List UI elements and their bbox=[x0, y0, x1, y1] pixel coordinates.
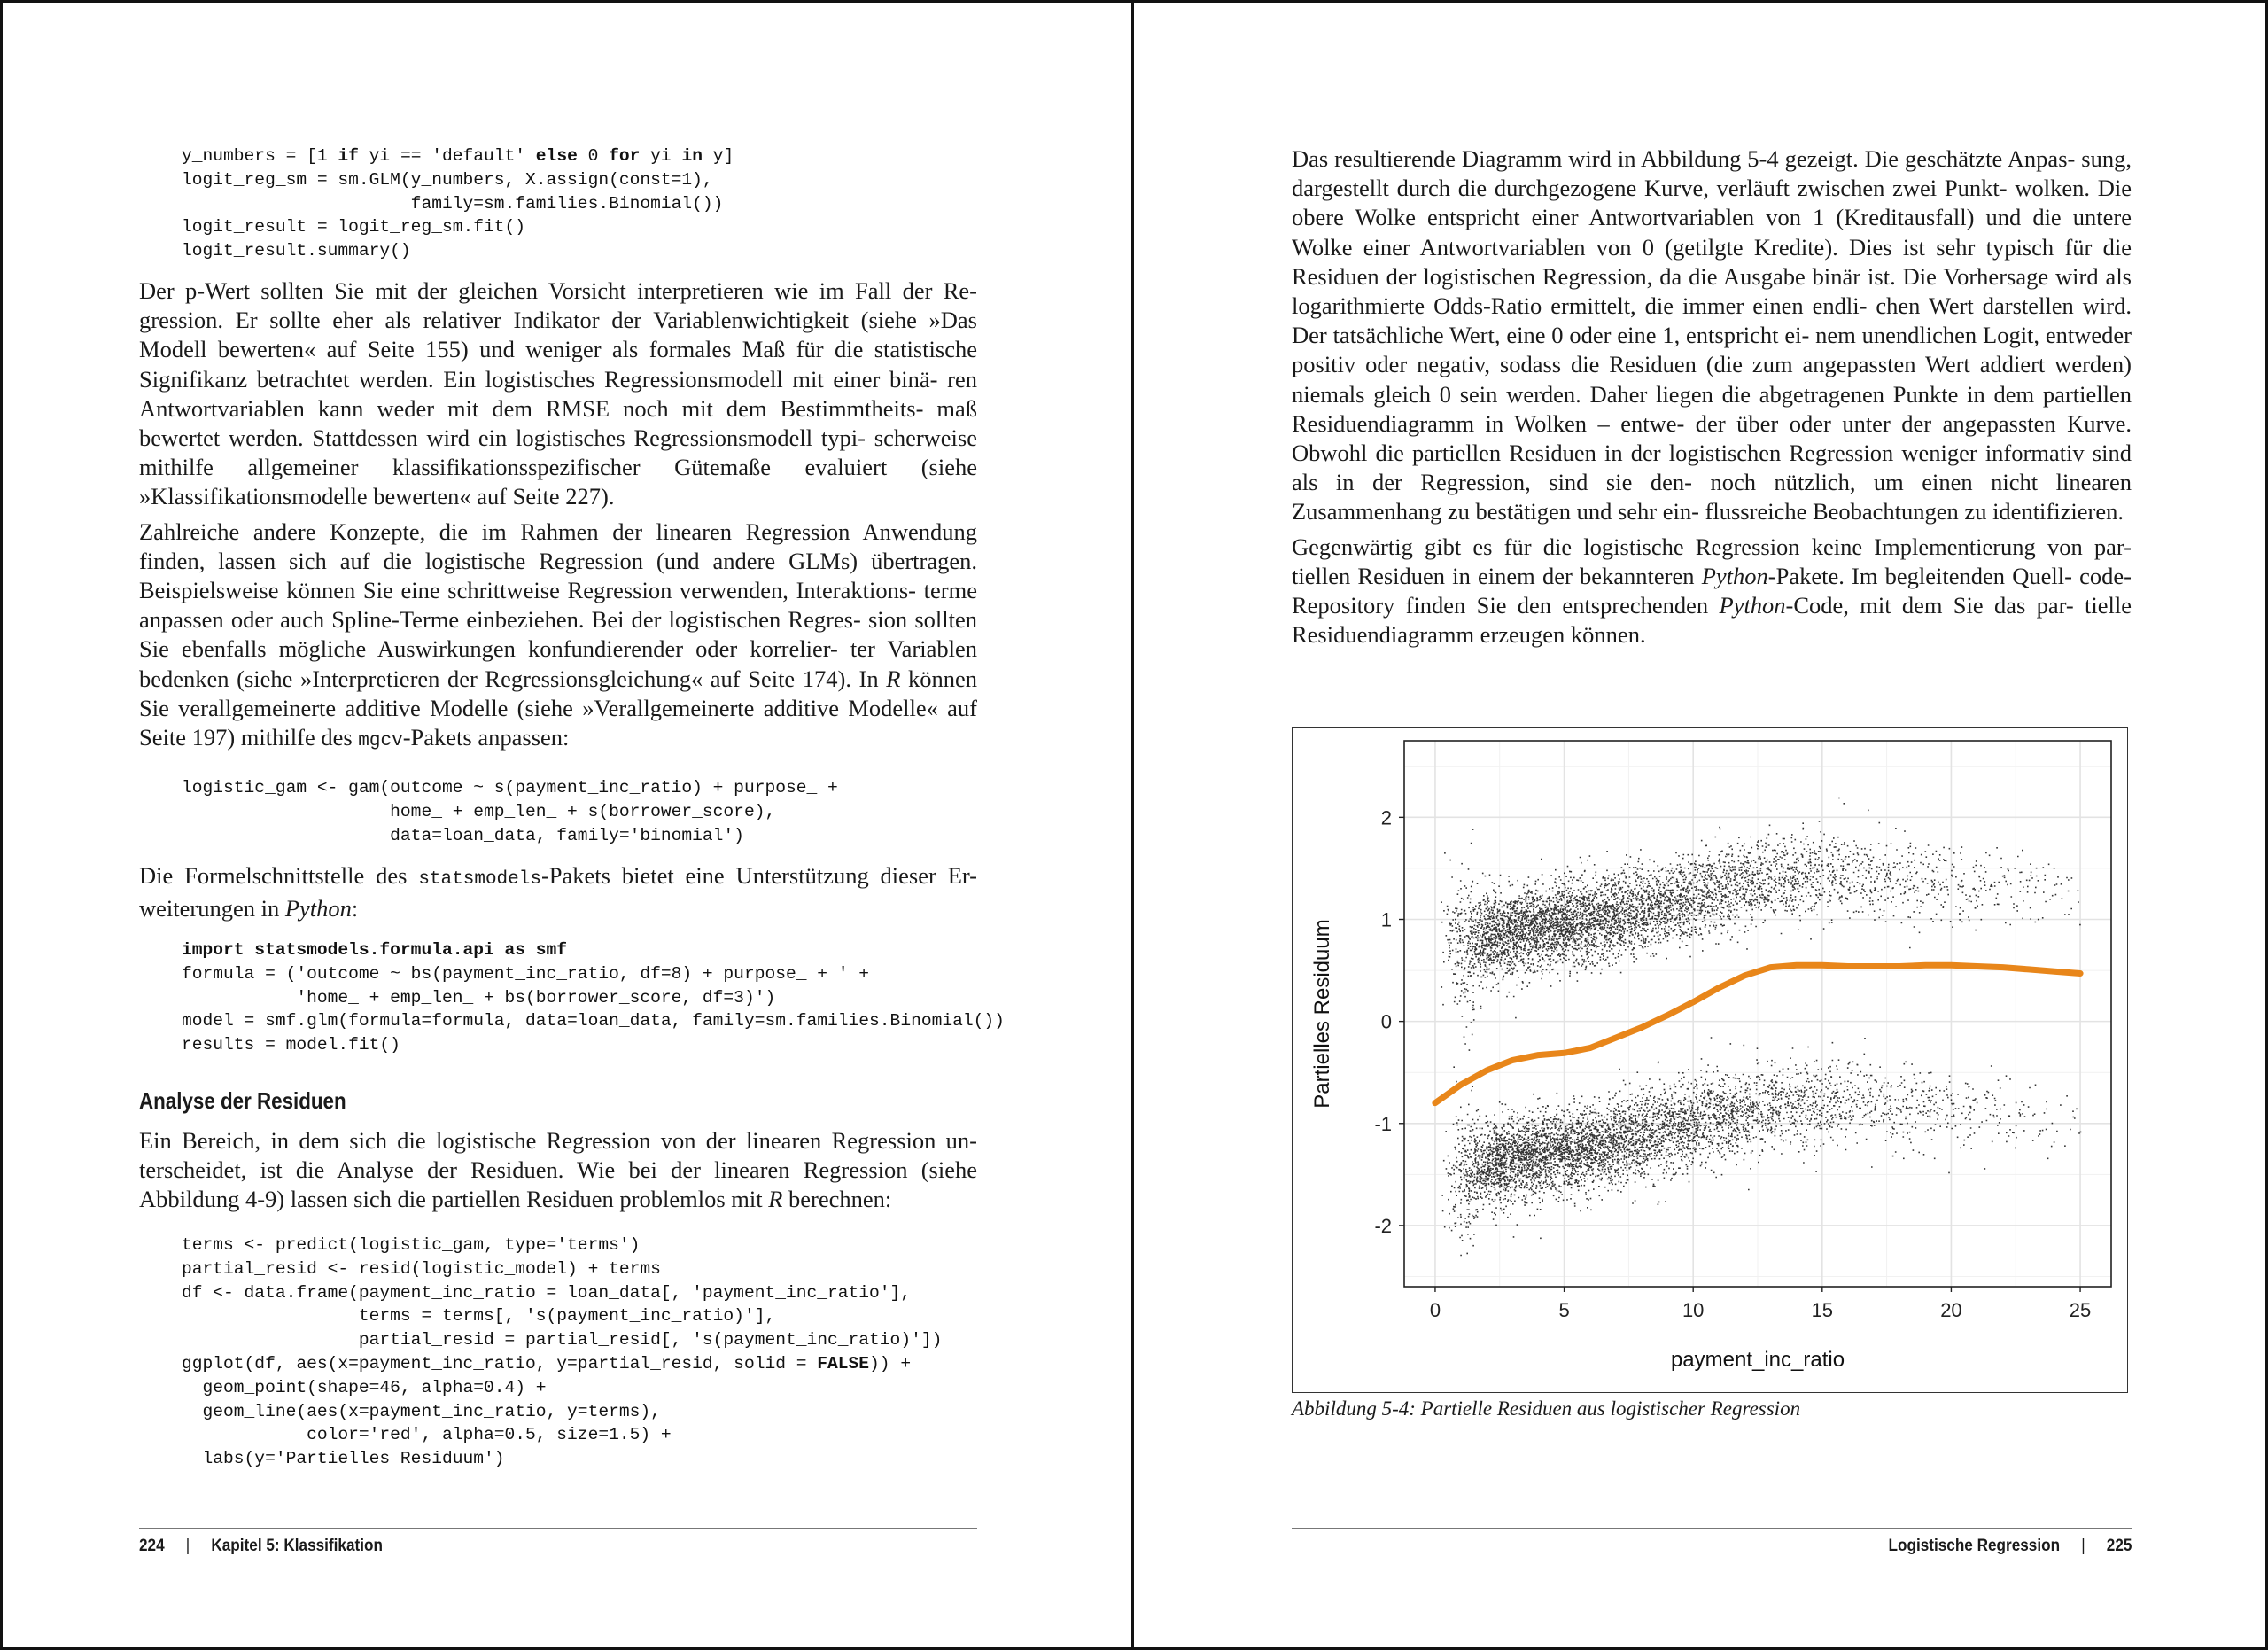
y-tick-label: 1 bbox=[1380, 908, 1392, 931]
y-tick-label: 2 bbox=[1380, 806, 1392, 829]
y-tick-label: -1 bbox=[1374, 1112, 1392, 1135]
paragraph-glm-concepts: Zahlreiche andere Konzepte, die im Rahmen der linearen Regression Anwendung finden, lassen sich auf die logistische Regression (und andere GLMs) übertragen. Beispielsweise können Sie eine schrittweise Regression verwenden, Interaktions- terme anpassen oder auch Spline-Terme einbeziehen. Bei der logistischen Regres- sion sollten Sie ebenfalls mögliche Auswirkungen konfundierender oder korrelier- ter Variablen bedenken (siehe »Interpretieren der Regressionsgleichung« auf Seite 174). In R können Sie verallgemeinerte additive Modelle (siehe »Verallgemeinerte additive Modelle« auf Seite 197) mithilfe des mgcv-Pakets anpassen: bbox=[139, 518, 977, 752]
footer-separator: | bbox=[2080, 1536, 2085, 1555]
y-axis-label: Partielles Residuum bbox=[1310, 919, 1334, 1109]
paragraph-python-note: Gegenwärtig gibt es für die logistische Regression keine Implementierung von par- tiellen Residuen in einem der bekannteren Python-Pakete. Im begleitenden Quell- code-Repository finden Sie den entsprechenden Python-Code, mit dem Sie das par- tielle Residuendiagramm erzeugen können. bbox=[1292, 533, 2132, 649]
code-block-glm: y_numbers = [1 if yi == 'default' else 0 for yi in y] logit_reg_sm = sm.GLM(y_numbers, X.assign(const=1), family=sm.families.Binomial()) logit_result = logit_reg_sm.fit() logit_result.summary() bbox=[182, 146, 734, 261]
paragraph-plot-explanation: Das resultierende Diagramm wird in Abbildung 5-4 gezeigt. Die geschätzte Anpas- sung, dargestellt durch die durchgezogene Kurve, verläuft zwischen zwei Punkt- wolken. Die obere Wolke entspricht einer Antwortvariablen von 1 (Kreditausfall) und die untere Wolke einer Antwortvariablen von 0 (getilgte Kredite). Dies ist sehr typisch für die Residuen der logistischen Regression, da die Ausgabe binär ist. Die Vorhersage wird als logarithmierte Odds-Ratio ermittelt, die immer einen endli- chen Wert darstellen wird. Der tatsächliche Wert, eine 0 oder eine 1, entspricht ei- nem unendlichen Logit, entweder positiv oder negativ, sodass die Residuen (die zum angepassten Wert addiert werden) niemals gleich 0 sein werden. Daher liegen die abgetragenen Punkte in dem partiellen Residuendiagramm in Wolken – entwe- der über oder unter der angepassten Kurve. Obwohl die partiellen Residuen in der logistischen Regression weniger informativ sind als in der Regression, sind sie den- noch nützlich, um einen nicht linearen Zusammenhang zu bestätigen und sehr ein- flussreiche Beobachtungen zu identifizieren. bbox=[1292, 145, 2132, 525]
footer-right bbox=[1888, 1536, 2132, 1556]
code-block-gam: logistic_gam <- gam(outcome ~ s(payment_inc_ratio) + purpose_ + home_ + emp_len_ + s(borrower_score), data=loan_data, family='binomial') bbox=[182, 778, 838, 845]
paragraph-residual-analysis: Ein Bereich, in dem sich die logistische Regression von der linearen Regression un- terscheidet, ist die Analyse der Residuen. Wie bei der linearen Regression (siehe Abbildung 4-9) lassen sich die partiellen Residuen problemlos mit R berechnen: bbox=[139, 1127, 977, 1213]
x-tick-label: 5 bbox=[1558, 1299, 1570, 1321]
left-page bbox=[139, 0, 1005, 1650]
footer-rule-left bbox=[139, 1528, 977, 1529]
footer-left bbox=[139, 1536, 383, 1556]
paragraph-formula-interface: Die Formelschnittstelle des statsmodels-Pakets bietet eine Unterstützung dieser Er- weiterungen in Python: bbox=[139, 862, 977, 922]
figure-frame bbox=[1292, 727, 2128, 1393]
x-axis-label: payment_inc_ratio bbox=[1670, 1348, 1845, 1372]
x-tick-label: 25 bbox=[2069, 1299, 2092, 1321]
x-tick-label: 0 bbox=[1429, 1299, 1441, 1321]
x-tick-label: 15 bbox=[1811, 1299, 1834, 1321]
chapter-title: Kapitel 5: Klassifikation bbox=[211, 1536, 383, 1555]
left-text-column-3 bbox=[139, 1126, 977, 1220]
y-tick-label: -2 bbox=[1374, 1214, 1392, 1237]
page-number: 225 bbox=[2106, 1536, 2132, 1555]
left-text-column-2 bbox=[139, 861, 977, 929]
x-tick-label: 10 bbox=[1682, 1299, 1705, 1321]
section-heading: Analyse der Residuen bbox=[139, 1087, 346, 1114]
x-tick-label: 20 bbox=[1940, 1299, 1962, 1321]
left-text-column bbox=[139, 276, 977, 761]
figure-caption: Abbildung 5-4: Partielle Residuen aus logistischer Regression bbox=[1292, 1397, 1801, 1420]
footer-separator: | bbox=[185, 1536, 190, 1555]
section-title: Logistische Regression bbox=[1888, 1536, 2060, 1555]
partial-residual-chart bbox=[1293, 728, 2126, 1391]
right-text-column bbox=[1292, 144, 2132, 655]
code-block-statsmodels: import statsmodels.formula.api as smf formula = ('outcome ~ bs(payment_inc_ratio, df=8) + purpose_ + ' + 'home_ + emp_len_ + bs(borrower_score, df=3)') model = smf.glm(formula=formula, data=loan_data, family=sm.families.Binomial()) results = model.fit() bbox=[182, 940, 1005, 1055]
y-tick-label: 0 bbox=[1380, 1010, 1392, 1033]
code-block-partial-resid: terms <- predict(logistic_gam, type='terms') partial_resid <- resid(logistic_model) + terms df <- data.frame(payment_inc_ratio = loan_data[, 'payment_inc_ratio'], terms = terms[, 's(payment_inc_ratio)'], partial_resid = partial_resid[, 's(payment_inc_ratio)']) ggplot(df, aes(x=payment_inc_ratio, y=partial_resid, solid = FALSE)) + geom_point(shape=46, alpha=0.4) + geom_line(aes(x=payment_inc_ratio, y=terms), color='red', alpha=0.5, size=1.5) + labs(y='Partielles Residuum') bbox=[182, 1235, 943, 1469]
footer-rule-right bbox=[1292, 1528, 2132, 1529]
paragraph-p-value: Der p-Wert sollten Sie mit der gleichen Vorsicht interpretieren wie im Fall der Re- gression. Er sollte eher als relativer Indikator der Variablenwichtigkeit (siehe »Das Modell bewerten« auf Seite 155) und weniger als formales Maß für die statistische Signifikanz betrachtet werden. Ein logistisches Regressionsmodell mit einer binä- ren Antwortvariablen kann weder mit dem RMSE noch mit dem Bestimmtheits- maß bewertet werden. Stattdessen wird ein logistisches Regressionsmodell typi- scherweise mithilfe allgemeiner klassifikationsspezifischer Gütemaße evaluiert (siehe »Klassifikationsmodelle bewerten« auf Seite 227). bbox=[139, 277, 977, 510]
book-spine bbox=[1131, 0, 1134, 1650]
page-number: 224 bbox=[139, 1536, 165, 1555]
